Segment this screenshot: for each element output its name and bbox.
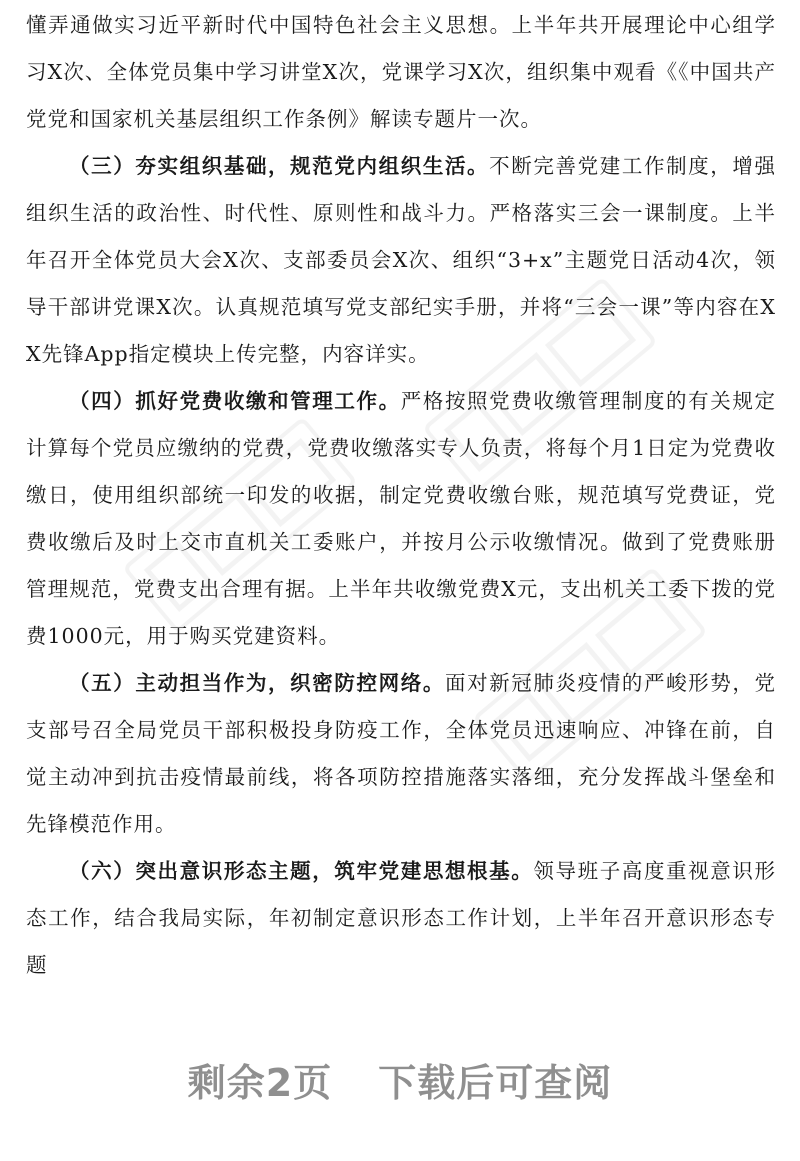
remaining-pages-label: 剩余2页 (187, 1061, 333, 1105)
paragraph-section-4 (26, 378, 776, 660)
paragraph-text: 领导班子高度重视意识形态工作，结合我局实际，年初制定意识形态工作计划，上半年召开意识形态专题 (26, 859, 777, 977)
section-heading: （四）抓好党费收缴和管理工作。 (69, 389, 401, 413)
document-body (26, 2, 776, 989)
section-heading: （六）突出意识形态主题，筑牢党建思想根基。 (69, 859, 534, 883)
section-heading: （三）夯实组织基础，规范党内组织生活。 (69, 154, 490, 178)
section-heading: （五）主动担当作为，织密防控网络。 (69, 671, 445, 695)
paragraph-text: 懂弄通做实习近平新时代中国特色社会主义思想。上半年共开展理论中心组学习X次、全体党员集中学习讲堂X次，党课学习X次，组织集中观看《《中国共产党党和国家机关基层组织工作条例》解读专题片一次。 (26, 13, 776, 131)
paragraph-text: 面对新冠肺炎疫情的严峻形势，党支部号召全局党员干部积极投身防疫工作，全体党员迅速响应、冲锋在前，自觉主动冲到抗击疫情最前线，将各项防控措施落实落细，充分发挥战斗堡垒和先锋模范作用。 (26, 671, 777, 836)
download-hint-label: 下载后可查阅 (378, 1061, 613, 1105)
paragraph-section-5 (26, 660, 776, 848)
download-prompt-banner[interactable] (0, 1052, 800, 1107)
paragraph-text: 严格按照党费收缴管理制度的有关规定计算每个党员应缴纳的党费，党费收缴落实专人负责，将每个月1日定为党费收缴日，使用组织部统一印发的收据，制定党费收缴台账，规范填写党费证，党费收缴后及时上交市直机关工委账户，并按月公示收缴情况。做到了党费账册管理规范，党费支出合理有据。上半年共收缴党费X元，支出机关工委下拨的党费1000元，用于购买党建资料。 (26, 389, 776, 648)
paragraph-section-6 (26, 848, 776, 989)
paragraph-section-3 (26, 143, 776, 378)
paragraph-continuation (26, 2, 776, 143)
paragraph-text: 不断完善党建工作制度，增强组织生活的政治性、时代性、原则性和战斗力。严格落实三会一课制度。上半年召开全体党员大会X次、支部委员会X次、组织“3+x”主题党日活动4次，领导干部讲党课X次。认真规范填写党支部纪实手册，并将“三会一课”等内容在XX先锋App指定模块上传完整，内容详实。 (26, 154, 777, 366)
